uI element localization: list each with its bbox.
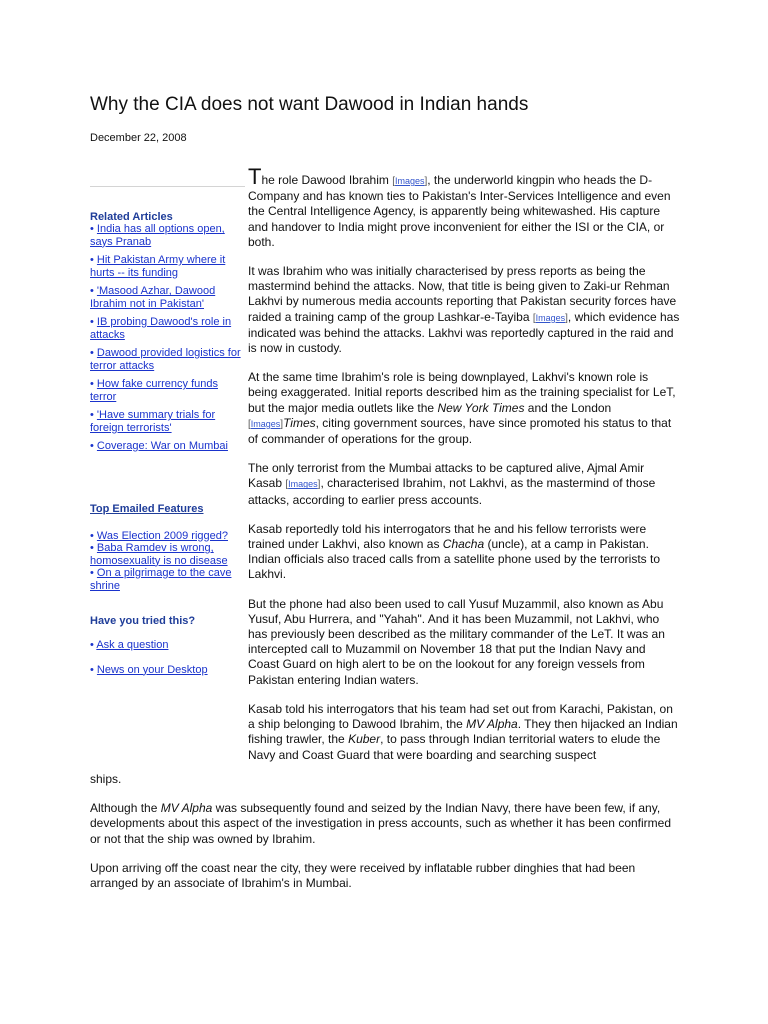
- images-link-wrapper: [Images]: [248, 418, 284, 430]
- related-link[interactable]: 'Masood Azhar, Dawood Ibrahim not in Pakistan': [90, 285, 216, 310]
- bullet: •: [90, 223, 94, 235]
- related-link[interactable]: Hit Pakistan Army where it hurts -- its funding: [90, 254, 226, 279]
- bullet: •: [90, 316, 94, 328]
- related-item: [90, 347, 245, 372]
- related-item: [90, 409, 245, 434]
- paragraph: Upon arriving off the coast near the city, they were received by inflatable rubber dinghies that had been arranged by an associate of Ibrahim's in Mumbai.: [90, 860, 636, 891]
- italic-text: New York Times: [437, 400, 525, 415]
- paragraph: [248, 461, 680, 508]
- paragraph: [248, 702, 680, 763]
- bullet: •: [90, 347, 94, 359]
- text: Although the: [90, 801, 161, 816]
- paragraph: [248, 522, 680, 583]
- drop-cap: T: [248, 164, 262, 189]
- text: , the underworld kingpin who heads the D-Company and has known ties to Pakistan's Inter-Services Intelligence and even the Central Intelligence Agency, is apparently being whitewashed. His capture and handover to India might prove inconvenient for either the ISI or the CIA, or both.: [248, 173, 671, 249]
- related-link[interactable]: India has all options open, says Pranab: [90, 223, 225, 248]
- article-body: [248, 164, 680, 777]
- related-item: [90, 316, 245, 341]
- top-emailed-link[interactable]: Top Emailed Features: [90, 502, 204, 515]
- images-link-wrapper: [Images]: [392, 176, 428, 187]
- bullet: •: [90, 529, 94, 542]
- article-title: Why the CIA does not want Dawood in Indian hands: [90, 94, 529, 115]
- images-link[interactable]: Images: [288, 479, 318, 490]
- news-desktop-link[interactable]: News on your Desktop: [96, 663, 208, 676]
- emailed-link[interactable]: Was Election 2009 rigged?: [96, 529, 228, 542]
- related-articles-heading: Related Articles: [90, 211, 173, 223]
- top-emailed-list: [90, 530, 245, 593]
- ask-question-link[interactable]: Ask a question: [96, 639, 169, 651]
- article-date: December 22, 2008: [90, 132, 187, 144]
- paragraph: [248, 370, 680, 447]
- italic-text: Chacha: [442, 537, 485, 552]
- emailed-item: [90, 567, 245, 592]
- text: was subsequently found and seized by the Indian Navy, there have been few, if any, developments about this aspect of the investigation in press accounts, such as whether it has been confirmed or not that the ship was owned by Ibrahim.: [90, 801, 672, 846]
- emailed-item: [90, 530, 245, 543]
- text: It was Ibrahim who was initially characterised by press reports as being the mastermind behind the attacks. Now, that title is being given to Zaki-ur Rehman Lakhvi by numerous media accounts reporting that Pakistan security forces have raided a training camp of the group Lashkar-e-Tayiba: [248, 264, 677, 324]
- related-item: [90, 254, 245, 279]
- related-link[interactable]: Dawood provided logistics for terror attacks: [90, 347, 241, 372]
- article-continuation: [90, 772, 680, 905]
- italic-text: Kuber: [348, 732, 381, 747]
- images-link[interactable]: Images: [394, 176, 425, 186]
- italic-text: MV Alpha: [466, 717, 518, 732]
- related-item: [90, 378, 245, 403]
- emailed-link[interactable]: On a pilgrimage to the cave shrine: [90, 567, 232, 592]
- bullet: •: [90, 663, 94, 676]
- bullet: •: [90, 409, 94, 421]
- text: , to pass through Indian territorial waters to elude the Navy and Coast Guard that were boarding and searching suspect: [248, 732, 661, 762]
- text: he role Dawood Ibrahim: [261, 173, 393, 187]
- related-link[interactable]: IB probing Dawood's role in attacks: [90, 316, 232, 341]
- paragraph: [90, 801, 680, 847]
- text: and the London: [524, 400, 612, 415]
- related-link[interactable]: How fake currency funds terror: [90, 378, 218, 403]
- bullet: •: [90, 567, 94, 579]
- text: The only terrorist from the Mumbai attacks to be captured alive, Ajmal Amir Kasab: [248, 461, 645, 491]
- text: , characterised Ibrahim, not Lakhvi, as the mastermind of those attacks, according to earlier press accounts.: [248, 476, 656, 507]
- bullet: •: [90, 285, 94, 297]
- images-link-wrapper: [Images]: [285, 479, 321, 491]
- bullet: •: [90, 440, 94, 452]
- related-item: [90, 285, 245, 310]
- have-you-tried-heading: Have you tried this?: [90, 615, 196, 627]
- have-you-tried-list: [90, 639, 245, 676]
- images-link[interactable]: Images: [250, 418, 281, 429]
- paragraph: But the phone had also been used to call Yusuf Muzammil, also known as Abu Yusuf, Abu Hurrera, and "Yahah". And it has been Muzammil, not Lakhvi, who has previously been described as the military commander of the LeT. It was an intercepted call to Muzammil on November 18 that put the Indian Navy and Coast Guard on high alert to be on the lookout for any foreign vessels from Pakistan entering Indian waters.: [248, 596, 665, 687]
- text: , which evidence has indicated was behind the attacks. Lakhvi was reportedly captured in the raid and is now in custody.: [248, 309, 680, 356]
- italic-text: Times: [283, 415, 316, 430]
- images-link[interactable]: Images: [535, 312, 566, 323]
- top-emailed-heading[interactable]: [90, 503, 245, 515]
- text: , citing government sources, have since promoted his status to that of commander of operations for the group.: [248, 415, 672, 447]
- related-articles-list: [90, 223, 245, 453]
- related-item: [90, 223, 245, 248]
- text: At the same time Ibrahim's role is being downplayed, Lakhvi's known role is being exaggerated. Initial reports described him as the training specialist for LeT, but the major media outlets like the: [248, 370, 676, 415]
- related-item: [90, 440, 245, 453]
- text: (uncle), at a camp in Pakistan. Indian officials also traced calls from a satellite phone used by the terrorists to Lakhvi.: [248, 537, 660, 582]
- bullet: •: [90, 639, 94, 651]
- text: Kasab told his interrogators that his team had set out from Karachi, Pakistan, on a ship belonging to Dawood Ibrahim, the: [248, 701, 673, 732]
- bullet: •: [90, 542, 94, 554]
- images-link-wrapper: [Images]: [532, 312, 568, 324]
- bullet: •: [90, 378, 94, 390]
- text: . They then hijacked an Indian fishing trawler, the: [248, 717, 678, 747]
- related-link[interactable]: Coverage: War on Mumbai: [96, 440, 228, 452]
- paragraph: [248, 264, 680, 356]
- bullet: •: [90, 254, 94, 266]
- italic-text: MV Alpha: [160, 801, 213, 816]
- paragraph: [248, 164, 680, 250]
- related-link[interactable]: 'Have summary trials for foreign terrorists': [90, 409, 216, 434]
- sidebar: [90, 186, 245, 676]
- text: Kasab reportedly told his interrogators that he and his fellow terrorists were trained under Lakhvi, also known as: [248, 521, 647, 552]
- paragraph: ships.: [90, 772, 122, 786]
- emailed-link[interactable]: Baba Ramdev is wrong, homosexuality is no disease: [90, 542, 228, 567]
- try-item: [90, 639, 245, 652]
- try-item: [90, 664, 245, 677]
- emailed-item: [90, 542, 245, 567]
